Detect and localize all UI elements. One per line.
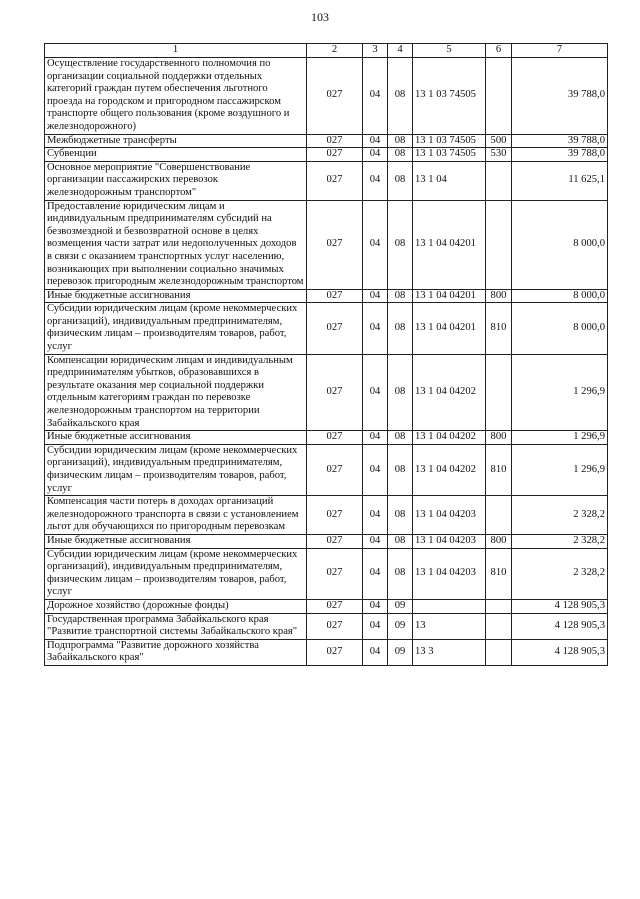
item-gl: 027 xyxy=(307,534,363,548)
item-vr xyxy=(486,613,512,639)
item-pr: 08 xyxy=(388,496,413,535)
page-number: 103 xyxy=(311,10,329,24)
item-name: Дорожное хозяйство (дорожные фонды) xyxy=(45,599,307,613)
item-vr: 530 xyxy=(486,148,512,162)
item-pr: 08 xyxy=(388,289,413,303)
column-header-1: 1 xyxy=(45,44,307,58)
item-gl: 027 xyxy=(307,303,363,354)
table-row xyxy=(45,639,608,665)
item-rz: 04 xyxy=(363,639,388,665)
item-csr: 13 1 04 04203 xyxy=(413,496,486,535)
item-name: Субсидии юридическим лицам (кроме некоммерческих организаций), индивидуальным предпринимателям, физическим лицам – производителям товаров, работ, услуг xyxy=(45,303,307,354)
table-body xyxy=(45,58,608,666)
column-header-4: 4 xyxy=(388,44,413,58)
item-name: Компенсация части потерь в доходах организаций железнодорожного транспорта в связи с установлением льгот для обучающихся по пригородным перевозкам xyxy=(45,496,307,535)
item-name: Межбюджетные трансферты xyxy=(45,134,307,148)
item-name: Субсидии юридическим лицам (кроме некоммерческих организаций), индивидуальным предпринимателям, физическим лицам – производителям товаров, работ, услуг xyxy=(45,548,307,599)
item-amount: 1 296,9 xyxy=(512,431,608,445)
table-row xyxy=(45,148,608,162)
item-pr: 08 xyxy=(388,534,413,548)
item-csr: 13 1 03 74505 xyxy=(413,58,486,135)
item-csr: 13 1 04 04203 xyxy=(413,534,486,548)
item-rz: 04 xyxy=(363,496,388,535)
table-row xyxy=(45,58,608,135)
item-rz: 04 xyxy=(363,599,388,613)
item-vr: 500 xyxy=(486,134,512,148)
item-gl: 027 xyxy=(307,134,363,148)
column-header-7: 7 xyxy=(512,44,608,58)
item-gl: 027 xyxy=(307,496,363,535)
item-vr xyxy=(486,354,512,431)
item-amount: 8 000,0 xyxy=(512,200,608,289)
item-gl: 027 xyxy=(307,444,363,495)
table-row xyxy=(45,161,608,200)
column-header-3: 3 xyxy=(363,44,388,58)
item-amount: 39 788,0 xyxy=(512,148,608,162)
item-rz: 04 xyxy=(363,613,388,639)
item-pr: 09 xyxy=(388,613,413,639)
item-rz: 04 xyxy=(363,534,388,548)
item-pr: 08 xyxy=(388,303,413,354)
item-amount: 8 000,0 xyxy=(512,289,608,303)
column-header-2: 2 xyxy=(307,44,363,58)
item-amount: 2 328,2 xyxy=(512,548,608,599)
item-csr: 13 1 03 74505 xyxy=(413,134,486,148)
item-name: Субвенции xyxy=(45,148,307,162)
table-row xyxy=(45,289,608,303)
table-row xyxy=(45,134,608,148)
item-gl: 027 xyxy=(307,599,363,613)
item-pr: 08 xyxy=(388,148,413,162)
item-gl: 027 xyxy=(307,613,363,639)
item-rz: 04 xyxy=(363,289,388,303)
item-gl: 027 xyxy=(307,200,363,289)
item-csr: 13 1 04 04201 xyxy=(413,200,486,289)
item-pr: 08 xyxy=(388,161,413,200)
table-row xyxy=(45,444,608,495)
item-gl: 027 xyxy=(307,148,363,162)
item-csr: 13 1 04 04202 xyxy=(413,354,486,431)
item-name: Подпрограмма "Развитие дорожного хозяйства Забайкальского края" xyxy=(45,639,307,665)
item-vr xyxy=(486,161,512,200)
column-header-6: 6 xyxy=(486,44,512,58)
item-rz: 04 xyxy=(363,148,388,162)
table-row xyxy=(45,548,608,599)
table-row xyxy=(45,303,608,354)
item-pr: 08 xyxy=(388,134,413,148)
item-csr: 13 1 04 04203 xyxy=(413,548,486,599)
item-csr: 13 1 04 xyxy=(413,161,486,200)
item-vr xyxy=(486,496,512,535)
column-header-5: 5 xyxy=(413,44,486,58)
item-name: Иные бюджетные ассигнования xyxy=(45,289,307,303)
item-amount: 8 000,0 xyxy=(512,303,608,354)
item-pr: 08 xyxy=(388,548,413,599)
item-vr xyxy=(486,599,512,613)
item-vr: 810 xyxy=(486,548,512,599)
item-amount: 4 128 905,3 xyxy=(512,639,608,665)
item-amount: 2 328,2 xyxy=(512,496,608,535)
item-csr xyxy=(413,599,486,613)
item-name: Компенсации юридическим лицам и индивидуальным предпринимателям убытков, образовавшихся в результате оказания мер социальной поддержки отдельным категориям граждан по перевозке железнодорожным транспортом на территории Забайкальского края xyxy=(45,354,307,431)
item-pr: 08 xyxy=(388,58,413,135)
item-amount: 4 128 905,3 xyxy=(512,599,608,613)
item-csr: 13 1 04 04201 xyxy=(413,303,486,354)
item-pr: 08 xyxy=(388,354,413,431)
table-row xyxy=(45,354,608,431)
table-row xyxy=(45,599,608,613)
item-rz: 04 xyxy=(363,444,388,495)
item-pr: 08 xyxy=(388,431,413,445)
item-csr: 13 1 04 04201 xyxy=(413,289,486,303)
item-gl: 027 xyxy=(307,639,363,665)
item-pr: 09 xyxy=(388,639,413,665)
item-name: Осуществление государственного полномочия по организации социальной поддержки отдельных категорий граждан путем обеспечения льготного проезда на городском и пригородном пассажирском транспорте общего пользования (кроме воздушного и железнодорожного) xyxy=(45,58,307,135)
item-csr: 13 3 xyxy=(413,639,486,665)
item-amount: 2 328,2 xyxy=(512,534,608,548)
item-gl: 027 xyxy=(307,58,363,135)
table-row xyxy=(45,613,608,639)
item-csr: 13 xyxy=(413,613,486,639)
item-name: Субсидии юридическим лицам (кроме некоммерческих организаций), индивидуальным предпринимателям, физическим лицам – производителям товаров, работ, услуг xyxy=(45,444,307,495)
item-vr: 800 xyxy=(486,431,512,445)
table-row xyxy=(45,534,608,548)
item-rz: 04 xyxy=(363,200,388,289)
item-pr: 09 xyxy=(388,599,413,613)
item-vr xyxy=(486,58,512,135)
item-rz: 04 xyxy=(363,354,388,431)
item-name: Государственная программа Забайкальского края "Развитие транспортной системы Забайкальского края" xyxy=(45,613,307,639)
item-pr: 08 xyxy=(388,200,413,289)
item-amount: 1 296,9 xyxy=(512,354,608,431)
item-gl: 027 xyxy=(307,289,363,303)
item-pr: 08 xyxy=(388,444,413,495)
item-vr: 800 xyxy=(486,289,512,303)
item-rz: 04 xyxy=(363,58,388,135)
item-csr: 13 1 04 04202 xyxy=(413,444,486,495)
item-amount: 39 788,0 xyxy=(512,134,608,148)
item-csr: 13 1 03 74505 xyxy=(413,148,486,162)
item-gl: 027 xyxy=(307,431,363,445)
item-amount: 11 625,1 xyxy=(512,161,608,200)
item-rz: 04 xyxy=(363,431,388,445)
item-amount: 1 296,9 xyxy=(512,444,608,495)
budget-table xyxy=(44,43,608,666)
item-gl: 027 xyxy=(307,354,363,431)
item-amount: 39 788,0 xyxy=(512,58,608,135)
item-vr: 800 xyxy=(486,534,512,548)
item-rz: 04 xyxy=(363,303,388,354)
item-vr xyxy=(486,200,512,289)
table-header-row xyxy=(45,44,608,58)
table-row xyxy=(45,200,608,289)
table-row xyxy=(45,431,608,445)
item-vr xyxy=(486,639,512,665)
item-rz: 04 xyxy=(363,134,388,148)
item-vr: 810 xyxy=(486,444,512,495)
item-gl: 027 xyxy=(307,161,363,200)
item-gl: 027 xyxy=(307,548,363,599)
table-row xyxy=(45,496,608,535)
item-rz: 04 xyxy=(363,161,388,200)
item-name: Предоставление юридическим лицам и индивидуальным предпринимателям субсидий на безвозмездной и безвозвратной основе в целях возмещения части затрат или недополученных доходов в связи с оказанием транспортных услуг населению, возникающих при выполнении социально значимых перевозок пригородным железнодорожным транспортом xyxy=(45,200,307,289)
item-name: Иные бюджетные ассигнования xyxy=(45,431,307,445)
item-csr: 13 1 04 04202 xyxy=(413,431,486,445)
item-rz: 04 xyxy=(363,548,388,599)
item-name: Основное мероприятие "Совершенствование организации пассажирских перевозок железнодорожным транспортом" xyxy=(45,161,307,200)
item-name: Иные бюджетные ассигнования xyxy=(45,534,307,548)
item-vr: 810 xyxy=(486,303,512,354)
item-amount: 4 128 905,3 xyxy=(512,613,608,639)
